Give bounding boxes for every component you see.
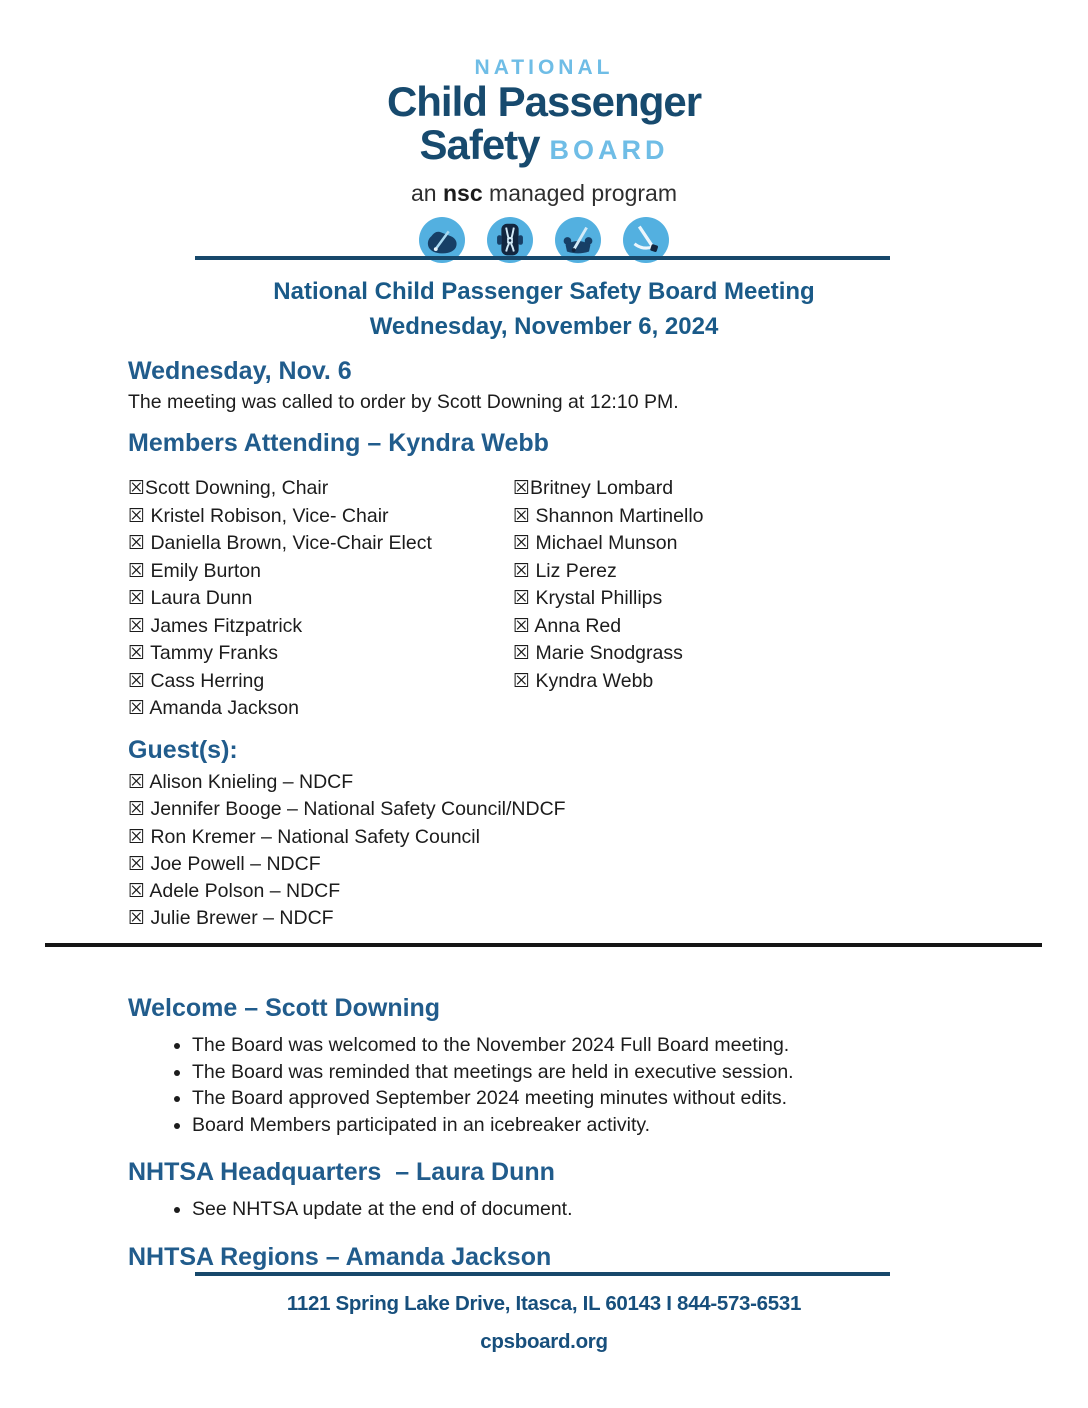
nhtsa-regions-heading: NHTSA Regions – Amanda Jackson (128, 1243, 552, 1271)
checkbox-checked-icon: ☒ (128, 697, 146, 719)
member-item (513, 558, 704, 586)
member-name: Kyndra Webb (530, 669, 654, 692)
section-divider (45, 943, 1042, 947)
welcome-heading: Welcome – Scott Downing (128, 994, 441, 1022)
cps-board-logo (0, 56, 1088, 263)
checkbox-checked-icon: ☒ (513, 532, 531, 554)
logo-word-national: NATIONAL (474, 56, 614, 79)
member-name: Michael Munson (530, 532, 678, 554)
member-item (128, 640, 432, 668)
checkbox-checked-icon: ☒ (513, 587, 531, 609)
nsc-brand: nsc (443, 180, 483, 206)
member-name: Laura Dunn (145, 587, 253, 609)
footer-website: cpsboard.org (480, 1330, 608, 1353)
members-heading: Members Attending – Kyndra Webb (128, 429, 549, 457)
guest-name: Jennifer Booge – National Safety Council/NDCF (145, 798, 566, 821)
guest-item (128, 769, 566, 796)
members-column-left (128, 475, 432, 723)
day-heading: Wednesday, Nov. 6 (128, 357, 352, 385)
member-item (128, 613, 432, 641)
checkbox-checked-icon: ☒ (128, 532, 146, 554)
member-item (128, 668, 432, 696)
member-item (128, 475, 432, 503)
guest-item (128, 796, 566, 823)
checkbox-checked-icon: ☒ (513, 669, 531, 692)
member-item (513, 475, 704, 503)
member-name: Amanda Jackson (145, 697, 299, 719)
members-column-right (513, 475, 704, 695)
checkbox-checked-icon: ☒ (128, 642, 146, 664)
member-item (513, 640, 704, 668)
checkbox-checked-icon: ☒ (128, 852, 146, 875)
bullet-item: • The Board was welcomed to the November 2024 Full Board meeting. (192, 1032, 794, 1059)
member-name: Krystal Phillips (530, 587, 663, 609)
call-to-order-text: The meeting was called to order by Scott Downing at 12:10 PM. (128, 391, 679, 413)
guest-item (128, 905, 566, 932)
logo-word-child-passenger: Child Passenger (386, 78, 702, 125)
checkbox-checked-icon: ☒ (128, 587, 146, 609)
member-item (513, 668, 704, 696)
checkbox-checked-icon: ☒ (128, 504, 146, 527)
member-name: Liz Perez (530, 559, 617, 582)
checkbox-checked-icon: ☒ (128, 559, 146, 582)
member-item (513, 530, 704, 558)
checkbox-checked-icon: ☒ (128, 477, 146, 499)
member-item (513, 613, 704, 641)
member-name: Tammy Franks (145, 642, 278, 664)
checkbox-checked-icon: ☒ (513, 559, 531, 582)
bullet-item: • Board Members participated in an icebreaker activity. (192, 1112, 794, 1139)
guest-name: Adele Polson – NDCF (145, 880, 341, 903)
checkbox-checked-icon: ☒ (128, 771, 146, 793)
member-item (128, 558, 432, 586)
member-name: Cass Herring (145, 669, 265, 692)
guests-heading: Guest(s): (128, 736, 238, 764)
member-name: Britney Lombard (530, 477, 674, 499)
guest-item (128, 878, 566, 905)
guest-item (128, 851, 566, 878)
member-item (128, 695, 432, 723)
nhtsa-hq-heading: NHTSA Headquarters – Laura Dunn (128, 1158, 555, 1186)
checkbox-checked-icon: ☒ (128, 907, 146, 930)
member-name: Daniella Brown, Vice-Chair Elect (145, 532, 432, 554)
member-item (128, 503, 432, 531)
meeting-title-line1: National Child Passenger Safety Board Meeting (273, 278, 815, 305)
checkbox-checked-icon: ☒ (128, 880, 146, 903)
checkbox-checked-icon: ☒ (513, 642, 531, 664)
member-item (128, 585, 432, 613)
checkbox-checked-icon: ☒ (513, 477, 531, 499)
member-item (513, 503, 704, 531)
member-name: Shannon Martinello (530, 504, 704, 527)
logo-safety-board-line (0, 121, 1088, 176)
bullet-item: • The Board approved September 2024 meeting minutes without edits. (192, 1085, 794, 1112)
footer-address: 1121 Spring Lake Drive, Itasca, IL 60143 I 844-573-6531 (286, 1292, 802, 1315)
guest-name: Julie Brewer – NDCF (145, 907, 334, 930)
logo-word-board: BOARD (549, 135, 669, 165)
checkbox-checked-icon: ☒ (128, 825, 146, 848)
nhtsa-hq-bullet-list (150, 1196, 573, 1223)
bullet-item: • The Board was reminded that meetings are held in executive session. (192, 1059, 794, 1086)
guest-item (128, 824, 566, 851)
member-name: Scott Downing, Chair (145, 477, 329, 499)
header-divider (195, 256, 890, 260)
member-name: James Fitzpatrick (145, 614, 303, 637)
tagline-post: managed program (482, 180, 677, 206)
bullet-item: • See NHTSA update at the end of document. (192, 1196, 573, 1223)
meeting-title-line2: Wednesday, November 6, 2024 (369, 313, 719, 340)
member-item (128, 530, 432, 558)
logo-tagline (0, 180, 1088, 207)
checkbox-checked-icon: ☒ (128, 614, 146, 637)
checkbox-checked-icon: ☒ (513, 504, 531, 527)
meeting-title (0, 274, 1088, 344)
guest-name: Alison Knieling – NDCF (145, 771, 354, 793)
checkbox-checked-icon: ☒ (128, 798, 146, 821)
member-name: Anna Red (530, 614, 622, 637)
checkbox-checked-icon: ☒ (128, 669, 146, 692)
member-name: Emily Burton (145, 559, 261, 582)
checkbox-checked-icon: ☒ (513, 614, 531, 637)
member-item (513, 585, 704, 613)
footer-divider (195, 1272, 890, 1276)
tagline-pre: an (411, 180, 443, 206)
welcome-bullet-list (150, 1032, 794, 1138)
guest-name: Ron Kremer – National Safety Council (145, 825, 480, 848)
guest-list (128, 769, 566, 933)
guest-name: Joe Powell – NDCF (145, 852, 321, 875)
logo-word-safety: Safety (419, 121, 540, 168)
member-name: Marie Snodgrass (530, 642, 683, 664)
member-name: Kristel Robison, Vice- Chair (145, 504, 389, 527)
